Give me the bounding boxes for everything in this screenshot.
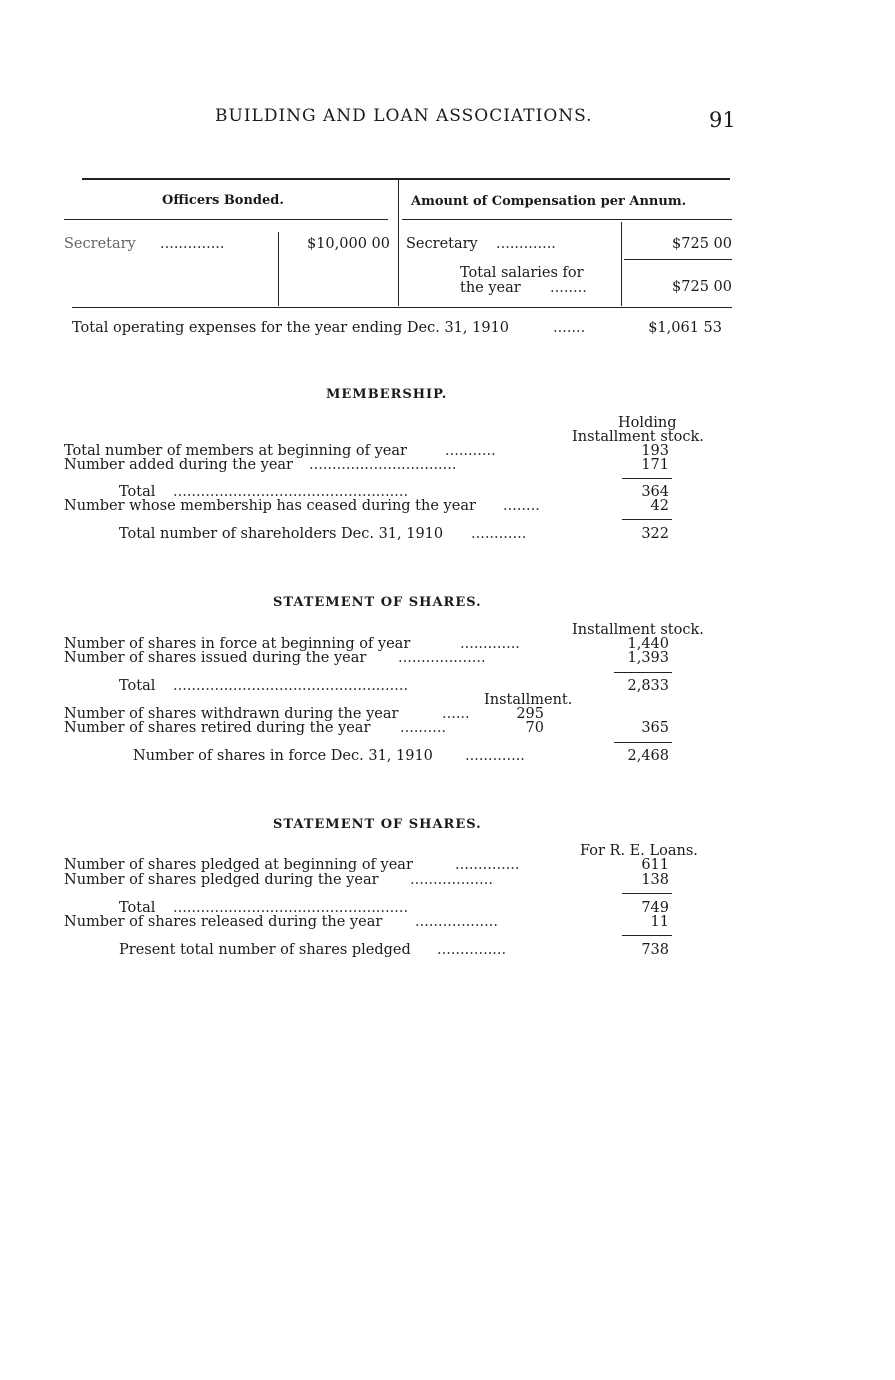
page-title: BUILDING AND LOAN ASSOCIATIONS. xyxy=(215,106,593,126)
list-item-label: Total xyxy=(119,678,156,694)
list-item-value: 42 xyxy=(650,498,669,514)
page-number: 91 xyxy=(709,108,736,132)
shares-col-header: Installment stock. xyxy=(572,622,704,638)
total-salaries-label-2: the year xyxy=(460,280,521,296)
list-item-label: Number whose membership has ceased during the year xyxy=(64,498,476,514)
leader-dots: ............. xyxy=(460,636,520,652)
list-item-label: Total xyxy=(119,484,156,500)
leader-dots: ....... xyxy=(553,320,586,336)
comp-officer-label: Secretary xyxy=(406,236,478,252)
sum-rule xyxy=(622,893,672,894)
leader-dots: ................................ xyxy=(309,457,457,473)
leader-dots: ............. xyxy=(496,236,556,252)
leader-dots: ................................................... xyxy=(173,678,409,694)
leader-dots: ................................................... xyxy=(173,484,409,500)
list-item-label: Total number of shareholders Dec. 31, 1910 xyxy=(119,526,444,542)
list-item-value: 70 xyxy=(525,720,544,736)
sum-rule xyxy=(614,672,672,673)
leader-dots: ................................................... xyxy=(173,900,409,916)
list-item-label: Number of shares retired during the year xyxy=(64,720,371,736)
table-bottom-rule xyxy=(72,307,732,308)
list-item-value: 2,833 xyxy=(627,678,669,694)
list-item-value: 365 xyxy=(641,720,669,736)
leader-dots: ........... xyxy=(445,443,496,459)
leader-dots: .................. xyxy=(410,872,493,888)
list-item-value: 11 xyxy=(650,914,669,930)
left-header-rule xyxy=(64,219,388,220)
installment-subheader: Installment. xyxy=(484,692,573,708)
bonded-officer-label: Secretary xyxy=(64,236,136,252)
list-item-label: Number added during the year xyxy=(64,457,293,473)
bonded-amount: $10,000 00 xyxy=(306,236,390,252)
comp-amount-divider xyxy=(621,222,622,306)
list-item-value: 295 xyxy=(516,706,544,722)
list-item-label: Number of shares pledged during the year xyxy=(64,872,379,888)
total-salaries-amount: $725 00 xyxy=(672,279,732,295)
shares-col-header: For R. E. Loans. xyxy=(580,843,698,859)
membership-title: MEMBERSHIP. xyxy=(326,387,448,402)
leader-dots: ............ xyxy=(471,526,527,542)
leader-dots: ........ xyxy=(550,280,587,296)
leader-dots: ............. xyxy=(465,748,525,764)
shares-statement-title: STATEMENT OF SHARES. xyxy=(273,595,482,610)
list-item-value: 322 xyxy=(641,526,669,542)
list-item-label: Number of shares in force Dec. 31, 1910 xyxy=(133,748,433,764)
sum-rule xyxy=(622,478,672,479)
list-item-value: 611 xyxy=(641,857,669,873)
list-item-value: 738 xyxy=(641,942,669,958)
right-header-rule xyxy=(402,219,732,220)
list-item-label: Number of shares released during the year xyxy=(64,914,383,930)
officers-bonded-header: Officers Bonded. xyxy=(162,193,284,208)
list-item-value: 138 xyxy=(641,872,669,888)
list-item-value: 193 xyxy=(641,443,669,459)
table-top-rule xyxy=(82,178,730,180)
list-item-label: Number of shares in force at beginning of year xyxy=(64,636,411,652)
operating-expenses-amount: $1,061 53 xyxy=(648,320,722,336)
sum-rule xyxy=(622,519,672,520)
sum-rule xyxy=(622,935,672,936)
leader-dots: .............. xyxy=(160,236,225,252)
list-item-label: Number of shares issued during the year xyxy=(64,650,367,666)
leader-dots: ...... xyxy=(442,706,470,722)
leader-dots: .......... xyxy=(400,720,447,736)
list-item-value: 171 xyxy=(641,457,669,473)
operating-expenses-label: Total operating expenses for the year ending Dec. 31, 1910 xyxy=(72,320,510,336)
list-item-value: 364 xyxy=(641,484,669,500)
list-item-value: 1,440 xyxy=(627,636,669,652)
leader-dots: ................... xyxy=(398,650,486,666)
total-salaries-label: Total salaries for xyxy=(460,265,584,281)
sum-rule xyxy=(614,742,672,743)
comp-officer-amount: $725 00 xyxy=(672,236,732,252)
list-item-value: 1,393 xyxy=(627,650,669,666)
list-item-value: 2,468 xyxy=(627,748,669,764)
list-item-label: Total xyxy=(119,900,156,916)
comp-sum-rule xyxy=(624,259,732,260)
shares-statement-title: STATEMENT OF SHARES. xyxy=(273,817,482,832)
list-item-label: Number of shares pledged at beginning of year xyxy=(64,857,413,873)
membership-col-header-2: Installment stock. xyxy=(572,429,704,445)
table-center-divider xyxy=(398,180,399,306)
leader-dots: .............. xyxy=(455,857,520,873)
list-item-value: 749 xyxy=(641,900,669,916)
leader-dots: .................. xyxy=(415,914,498,930)
bonded-amount-divider xyxy=(278,232,279,306)
list-item-label: Total number of members at beginning of year xyxy=(64,443,407,459)
compensation-header: Amount of Compensation per Annum. xyxy=(411,194,687,209)
leader-dots: ........ xyxy=(503,498,540,514)
list-item-label: Present total number of shares pledged xyxy=(119,942,411,958)
membership-col-header: Holding xyxy=(618,415,677,431)
list-item-label: Number of shares withdrawn during the year xyxy=(64,706,399,722)
leader-dots: ............... xyxy=(437,942,507,958)
